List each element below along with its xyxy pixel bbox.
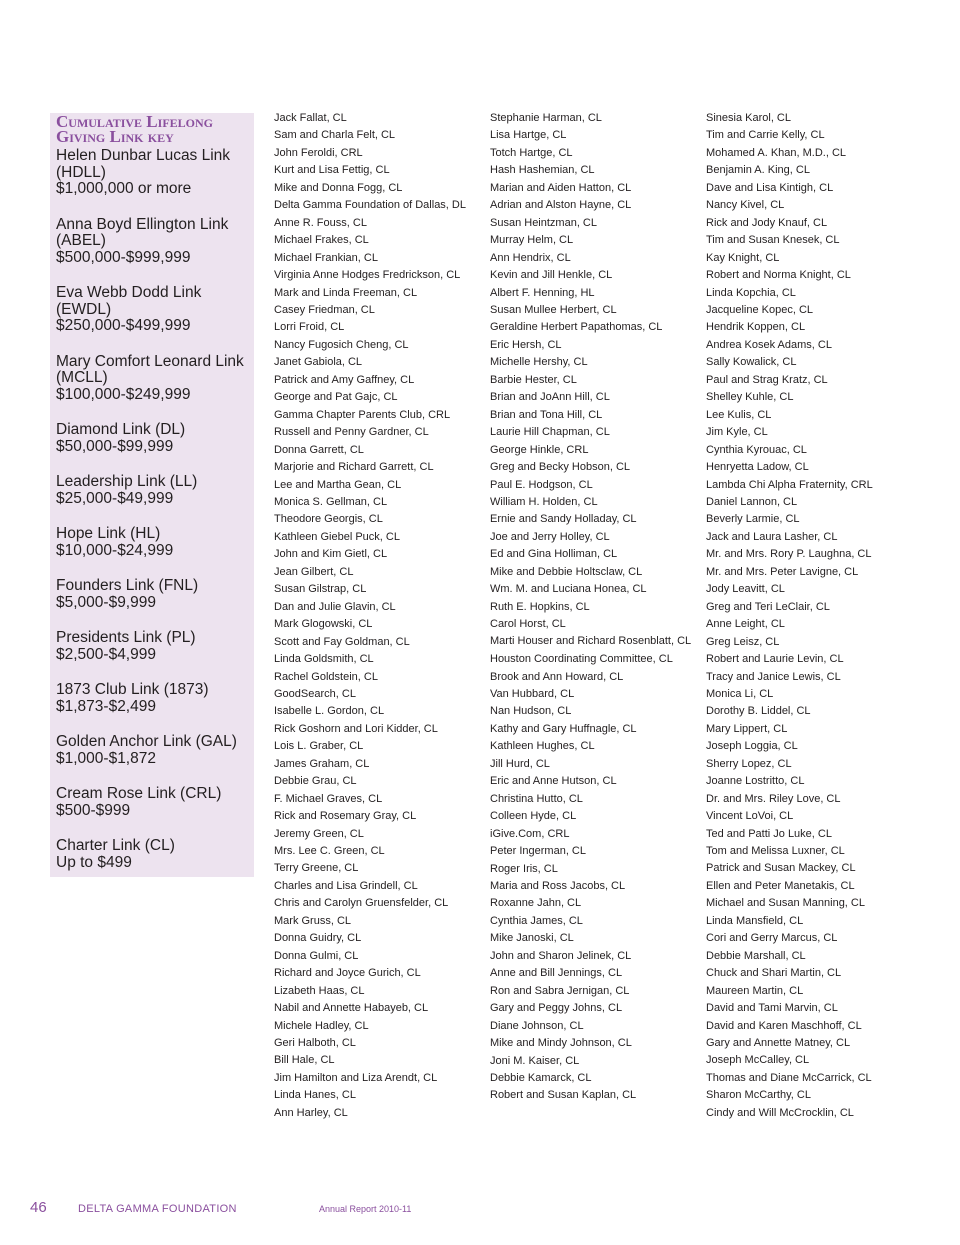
tier-range: $25,000-$49,999 (56, 489, 174, 507)
donor-column-1 (274, 110, 489, 1122)
key-title-line2: Giving Link key (56, 126, 174, 146)
donor-entry: Jill Hurd, CL (490, 757, 550, 770)
donor-entry: Ron and Sabra Jernigan, CL (490, 984, 630, 997)
tier-name: Presidents Link (PL) (56, 629, 196, 646)
donor-entry: Ann Hendrix, CL (490, 251, 571, 264)
donor-entry: Geri Halboth, CL (274, 1037, 356, 1050)
donor-entry: Kurt and Lisa Fettig, CL (274, 164, 390, 177)
donor-entry: John and Kim Gietl, CL (274, 548, 388, 561)
donor-entry: Mr. and Mrs. Rory P. Laughna, CL (706, 548, 872, 561)
donor-column-2 (490, 110, 705, 1105)
donor-entry: Vincent LoVoi, CL (706, 810, 794, 823)
tier-list (56, 148, 254, 871)
donor-entry: Brian and Tona Hill, CL (490, 408, 603, 421)
donor-entry: Anne and Bill Jennings, CL (490, 967, 623, 980)
key-title-line1: Cumulative Lifelong (56, 112, 213, 131)
donor-entry: Peter Ingerman, CL (490, 845, 586, 858)
donor-entry: Mohamed A. Khan, M.D., CL (706, 146, 847, 159)
donor-entry: Lisa Hartge, CL (490, 129, 567, 142)
donor-entry: Maureen Martin, CL (706, 984, 804, 997)
tier-range: $50,000-$99,999 (56, 437, 174, 455)
donor-entry: Ed and Gina Holliman, CL (490, 548, 618, 561)
tier-range: $2,500-$4,999 (56, 645, 156, 663)
donor-entry: F. Michael Graves, CL (274, 792, 383, 805)
donor-entry: Tracy and Janice Lewis, CL (706, 670, 841, 683)
tier-name: Cream Rose Link (CRL) (56, 785, 222, 802)
donor-entry: Mark Gruss, CL (274, 914, 352, 927)
tier-item (56, 630, 254, 663)
tier-name: Leadership Link (LL) (56, 473, 198, 490)
donor-entry: Brook and Ann Howard, CL (490, 670, 624, 683)
donor-entry: Delta Gamma Foundation of Dallas, DL (274, 199, 466, 212)
donor-entry: Houston Coordinating Committee, CL (490, 653, 673, 666)
donor-entry: Debbie Marshall, CL (706, 949, 806, 962)
donor-entry: Gamma Chapter Parents Club, CRL (274, 408, 451, 421)
donor-entry: Hendrik Koppen, CL (706, 321, 806, 334)
tier-item (56, 474, 254, 507)
tier-item (56, 285, 254, 335)
tier-item (56, 148, 254, 198)
donor-entry: Hash Hashemian, CL (490, 164, 595, 177)
donor-entry: Jody Leavitt, CL (706, 583, 785, 596)
donor-entry: Carol Horst, CL (490, 618, 566, 631)
donor-entry: Nancy Fugosich Cheng, CL (274, 338, 409, 351)
donor-entry: Cynthia James, CL (490, 914, 583, 927)
donor-entry: Mark and Linda Freeman, CL (274, 286, 418, 299)
donor-entry: Wm. M. and Luciana Honea, CL (490, 583, 647, 596)
page-footer (0, 1199, 960, 1223)
donor-entry: Lorri Froid, CL (274, 321, 345, 334)
tier-range: $1,000-$1,872 (56, 749, 156, 767)
donor-entry: Linda Kopchia, CL (706, 286, 796, 299)
donor-entry: Murray Helm, CL (490, 234, 574, 247)
donor-entry: George Hinkle, CRL (490, 443, 589, 456)
donor-entry: William H. Holden, CL (490, 495, 598, 508)
tier-item (56, 682, 254, 715)
donor-entry: Jim Kyle, CL (706, 426, 768, 439)
donor-entry: Anne Leight, CL (706, 618, 785, 631)
donor-entry: Mike and Mindy Johnson, CL (490, 1037, 632, 1050)
tier-range: $500,000-$999,999 (56, 248, 191, 266)
report-title: Annual Report 2010-11 (319, 1204, 412, 1214)
donor-entry: Thomas and Diane McCarrick, CL (706, 1071, 872, 1084)
donor-entry: Janet Gabiola, CL (274, 356, 363, 369)
donor-entry: Lambda Chi Alpha Fraternity, CRL (706, 478, 873, 491)
donor-entry: Ann Harley, CL (274, 1106, 348, 1119)
giving-link-key (50, 113, 254, 877)
donor-entry: David and Karen Maschhoff, CL (706, 1019, 862, 1032)
tier-range: $1,000,000 or more (56, 180, 192, 197)
donor-entry: Nabil and Annette Habayeb, CL (274, 1002, 429, 1015)
donor-entry: Patrick and Amy Gaffney, CL (274, 373, 415, 386)
donor-entry: Laurie Hill Chapman, CL (490, 426, 610, 439)
donor-entry: Rick and Jody Knauf, CL (706, 216, 828, 229)
donor-entry: Ellen and Peter Manetakis, CL (706, 879, 855, 892)
tier-range: $5,000-$9,999 (56, 593, 156, 611)
donor-entry: Jean Gilbert, CL (274, 565, 354, 578)
donor-entry: Dr. and Mrs. Riley Love, CL (706, 792, 841, 805)
donor-entry: Kevin and Jill Henkle, CL (490, 269, 613, 282)
tier-item (56, 526, 254, 559)
donor-entry: Kathy and Gary Huffnagle, CL (490, 722, 637, 735)
donor-entry: Eric Hersh, CL (490, 338, 562, 351)
tier-name: Golden Anchor Link (GAL) (56, 733, 237, 750)
donor-entry: Linda Goldsmith, CL (274, 653, 374, 666)
donor-entry: Rachel Goldstein, CL (274, 670, 378, 683)
donor-entry: GoodSearch, CL (274, 687, 356, 700)
donor-entry: Shelley Kuhle, CL (706, 391, 794, 404)
donor-entry: Geraldine Herbert Papathomas, CL (490, 321, 663, 334)
donor-entry: Ruth E. Hopkins, CL (490, 600, 590, 613)
donor-entry: Donna Guidry, CL (274, 932, 362, 945)
donor-entry: Sherry Lopez, CL (706, 757, 792, 770)
donor-entry: Robert and Laurie Levin, CL (706, 653, 844, 666)
tier-name: Mary Comfort Leonard Link (MCLL) (56, 352, 244, 386)
donor-entry: Sharon McCarthy, CL (706, 1089, 811, 1102)
donor-entry: Christina Hutto, CL (490, 792, 583, 805)
tier-name: Founders Link (FNL) (56, 577, 199, 594)
donor-entry: Andrea Kosek Adams, CL (706, 338, 832, 351)
donor-entry: Jacqueline Kopec, CL (706, 303, 814, 316)
donor-entry: Dave and Lisa Kintigh, CL (706, 181, 834, 194)
tier-item (56, 422, 254, 455)
donor-entry: Charles and Lisa Grindell, CL (274, 879, 418, 892)
tier-range: $1,873-$2,499 (56, 697, 156, 715)
donor-entry: Cindy and Will McCrocklin, CL (706, 1106, 854, 1119)
donor-entry: Robert and Norma Knight, CL (706, 269, 851, 282)
donor-entry: Rick Goshorn and Lori Kidder, CL (274, 722, 438, 735)
donor-entry: Theodore Georgis, CL (274, 513, 383, 526)
tier-item (56, 838, 254, 871)
donor-entry: Michael Frankian, CL (274, 251, 378, 264)
donor-entry: Russell and Penny Gardner, CL (274, 426, 429, 439)
tier-item (56, 354, 254, 404)
donor-entry: Jim Hamilton and Liza Arendt, CL (274, 1071, 438, 1084)
donor-entry: Isabelle L. Gordon, CL (274, 705, 385, 718)
donor-entry: Richard and Joyce Gurich, CL (274, 967, 421, 980)
donor-entry: Kay Knight, CL (706, 251, 780, 264)
donor-entry: Jack and Laura Lasher, CL (706, 530, 838, 543)
donor-entry: Mike and Donna Fogg, CL (274, 181, 403, 194)
donor-entry: Casey Friedman, CL (274, 303, 375, 316)
donor-entry: Linda Hanes, CL (274, 1089, 356, 1102)
tier-name: 1873 Club Link (1873) (56, 681, 209, 698)
donor-entry: Mr. and Mrs. Peter Lavigne, CL (706, 565, 859, 578)
donor-entry: Lee Kulis, CL (706, 408, 772, 421)
donor-entry: Debbie Grau, CL (274, 775, 357, 788)
tier-name: Anna Boyd Ellington Link (ABEL) (56, 215, 229, 249)
donor-entry: Lois L. Graber, CL (274, 740, 364, 753)
donor-entry: Mike and Debbie Holtsclaw, CL (490, 565, 643, 578)
donor-entry: Lizabeth Haas, CL (274, 984, 365, 997)
donor-entry: Terry Greene, CL (274, 862, 359, 875)
tier-range: $500-$999 (56, 801, 131, 819)
tier-name: Diamond Link (DL) (56, 421, 186, 438)
donor-entry: Jeremy Green, CL (274, 827, 364, 840)
donor-entry: Susan Mullee Herbert, CL (490, 303, 617, 316)
donor-entry: Greg and Teri LeClair, CL (706, 600, 830, 613)
donor-entry: Bill Hale, CL (274, 1054, 335, 1067)
donor-entry: Gary and Peggy Johns, CL (490, 1002, 623, 1015)
donor-entry: Tim and Carrie Kelly, CL (706, 129, 825, 142)
tier-name: Helen Dunbar Lucas Link (HDLL) (56, 147, 231, 181)
donor-entry: Marjorie and Richard Garrett, CL (274, 461, 434, 474)
donor-entry: Tom and Melissa Luxner, CL (706, 845, 845, 858)
donor-entry: Joni M. Kaiser, CL (490, 1054, 580, 1067)
donor-entry: Chris and Carolyn Gruensfelder, CL (274, 897, 449, 910)
donor-entry: Patrick and Susan Mackey, CL (706, 862, 856, 875)
donor-entry: Roger Iris, CL (490, 862, 558, 875)
tier-item (56, 786, 254, 819)
donor-entry: David and Tami Marvin, CL (706, 1002, 838, 1015)
donor-entry: Chuck and Shari Martin, CL (706, 967, 842, 980)
donor-column-3 (706, 110, 921, 1122)
donor-entry: Paul and Strag Kratz, CL (706, 373, 828, 386)
donor-entry: Ted and Patti Jo Luke, CL (706, 827, 832, 840)
donor-entry: Nan Hudson, CL (490, 705, 572, 718)
donor-entry: Michele Hadley, CL (274, 1019, 369, 1032)
donor-entry: Susan Gilstrap, CL (274, 583, 367, 596)
donor-entry: Robert and Susan Kaplan, CL (490, 1089, 637, 1102)
organization-name: DELTA GAMMA FOUNDATION (78, 1203, 237, 1215)
tier-name: Hope Link (HL) (56, 525, 161, 542)
donor-entry: Cori and Gerry Marcus, CL (706, 932, 838, 945)
donor-entry: iGive.Com, CRL (490, 827, 570, 840)
donor-entry: Monica Li, CL (706, 687, 774, 700)
donor-entry: Donna Garrett, CL (274, 443, 364, 456)
donor-entry: Michael and Susan Manning, CL (706, 897, 865, 910)
donor-entry: John Feroldi, CRL (274, 146, 363, 159)
donor-entry: Joseph Loggia, CL (706, 740, 798, 753)
donor-entry: Paul E. Hodgson, CL (490, 478, 593, 491)
donor-entry: Tim and Susan Knesek, CL (706, 234, 840, 247)
donor-entry: Sinesia Karol, CL (706, 112, 791, 124)
donor-entry: Debbie Kamarck, CL (490, 1071, 592, 1084)
page-number: 46 (30, 1199, 47, 1216)
donor-entry: Eric and Anne Hutson, CL (490, 775, 617, 788)
donor-entry: Stephanie Harman, CL (490, 112, 602, 124)
donor-entry: Cynthia Kyrouac, CL (706, 443, 807, 456)
donor-entry: Adrian and Alston Hayne, CL (490, 199, 632, 212)
tier-range: $250,000-$499,999 (56, 317, 191, 334)
donor-entry: Donna Gulmi, CL (274, 949, 359, 962)
donor-entry: Brian and JoAnn Hill, CL (490, 391, 610, 404)
donor-entry: Marti Houser and Richard Rosenblatt, CL (490, 634, 692, 647)
donor-entry: Virginia Anne Hodges Fredrickson, CL (274, 269, 461, 282)
donor-entry: Van Hubbard, CL (490, 688, 575, 700)
donor-entry: James Graham, CL (274, 757, 370, 770)
tier-item (56, 734, 254, 767)
donor-entry: Barbie Hester, CL (490, 373, 577, 386)
donor-entry: Lee and Martha Gean, CL (274, 478, 402, 491)
tier-item (56, 217, 254, 267)
donor-entry: Totch Hartge, CL (490, 146, 573, 159)
tier-range: Up to $499 (56, 853, 132, 871)
donor-entry: Monica S. Gellman, CL (274, 495, 388, 508)
tier-name: Charter Link (CL) (56, 837, 175, 854)
donor-entry: Kathleen Hughes, CL (490, 740, 595, 753)
donor-entry: Roxanne Jahn, CL (490, 897, 582, 910)
donor-entry: Greg Leisz, CL (706, 635, 780, 648)
donor-entry: Ernie and Sandy Holladay, CL (490, 513, 637, 526)
donor-entry: Rick and Rosemary Gray, CL (274, 810, 417, 823)
tier-name: Eva Webb Dodd Link (EWDL) (56, 284, 202, 318)
donor-entry: Daniel Lannon, CL (706, 495, 798, 508)
donor-entry: Susan Heintzman, CL (490, 216, 597, 229)
donor-entry: John and Sharon Jelinek, CL (490, 949, 632, 962)
donor-entry: Michelle Hershy, CL (490, 356, 588, 369)
tier-range: $10,000-$24,999 (56, 541, 174, 559)
donor-entry: Jack Fallat, CL (274, 112, 347, 124)
donor-entry: Mrs. Lee C. Green, CL (274, 845, 385, 858)
donor-entry: Joseph McCalley, CL (706, 1054, 810, 1067)
donor-entry: Scott and Fay Goldman, CL (274, 635, 410, 648)
donor-entry: Mary Lippert, CL (706, 722, 788, 735)
donor-entry: Sally Kowalick, CL (706, 356, 797, 369)
donor-entry: Marian and Aiden Hatton, CL (490, 181, 632, 194)
donor-entry: Benjamin A. King, CL (706, 164, 810, 177)
donor-entry: Kathleen Giebel Puck, CL (274, 530, 400, 543)
tier-item (56, 578, 254, 611)
donor-entry: Joanne Lostritto, CL (706, 775, 805, 788)
donor-entry: Henryetta Ladow, CL (706, 461, 809, 474)
donor-entry: Maria and Ross Jacobs, CL (490, 879, 626, 892)
donor-entry: Diane Johnson, CL (490, 1019, 584, 1032)
donor-entry: Sam and Charla Felt, CL (274, 129, 396, 142)
donor-entry: Albert F. Henning, HL (490, 286, 595, 299)
donor-entry: Dan and Julie Glavin, CL (274, 600, 396, 613)
donor-entry: Linda Mansfield, CL (706, 914, 804, 927)
donor-entry: George and Pat Gajc, CL (274, 391, 398, 404)
donor-entry: Nancy Kivel, CL (706, 199, 785, 212)
donor-entry: Mark Glogowski, CL (274, 618, 373, 631)
donor-entry: Dorothy B. Liddel, CL (706, 705, 811, 718)
donor-entry: Mike Janoski, CL (490, 932, 574, 945)
donor-entry: Beverly Larmie, CL (706, 513, 800, 526)
donor-entry: Michael Frakes, CL (274, 234, 369, 247)
donor-entry: Gary and Annette Matney, CL (706, 1037, 851, 1050)
donor-entry: Colleen Hyde, CL (490, 810, 577, 823)
tier-range: $100,000-$249,999 (56, 385, 191, 403)
donor-entry: Anne R. Fouss, CL (274, 216, 367, 229)
donor-entry: Joe and Jerry Holley, CL (490, 530, 610, 543)
donor-entry: Greg and Becky Hobson, CL (490, 461, 631, 474)
